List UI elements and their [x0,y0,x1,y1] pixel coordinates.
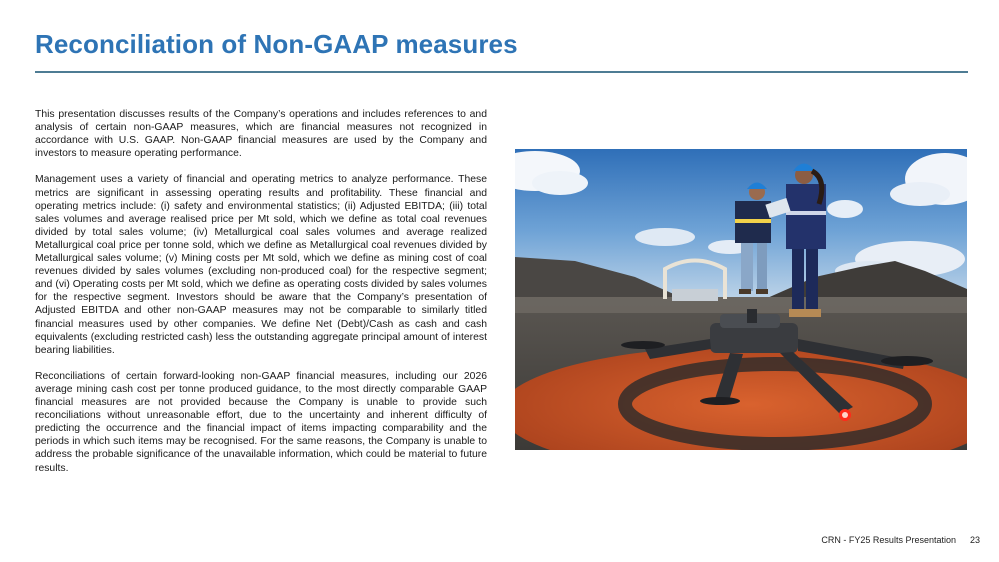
paragraph-intro: This presentation discusses results of the Company’s operations and includes references to and analysis of certain non-GAAP measures, which are financial measures not recognized in accordance with U.S. GAAP. Non-GAAP financial measures are used by the Company and investors to measure operating performance. [35,109,487,160]
paragraph-reconciliations: Reconciliations of certain forward-looking non-GAAP financial measures, including our 2026 average mining cash cost per tonne produced guidance, to the most directly comparable GAAP financial measures are not provided because the Company is unable to provide such reconciliations without unreasonable effort, due to the uncertainty and inherent difficulty of predicting the occurrence and the financial impact of items impacting comparability and the periods in which such items may be recognised. For the same reasons, the Company is unable to address the probable significance of the unavailable information, which could be material to future results. [35,370,487,474]
mine-site-photo [515,149,967,450]
footer-label: CRN - FY25 Results Presentation [821,535,956,545]
page-title: Reconciliation of Non-GAAP measures [35,29,518,59]
footer [821,535,980,545]
paragraph-metrics: Management uses a variety of financial and operating metrics to analyze performance. These metrics are significant in assessing operating results and profitability. These financial and operating metrics include: (i) safety and environmental statistics; (ii) Adjusted EBITDA; (iii) total sales volumes and average realised price per Mt sold, which we define as total coal revenues divided by total sales volume; (iv) Metallurgical coal sales volumes and average realized Metallurgical coal price per tonne sold, which we define as Metallurgical coal revenues divided by Metallurgical sales volume; (v) Mining costs per Mt sold, which we define as mining cost of coal revenues divided by sales volumes (excluding non-produced coal) for the respective segment; and (vi) Operating costs per Mt sold, which we define as operating costs divided by sales volumes for the respective segment. Investors should be aware that the Company’s presentation of Adjusted EBITDA and other non-GAAP measures may not be comparable to similarly titled financial measures used by other companies. We define Net (Debt)/Cash as cash and cash equivalents (excluding restricted cash) less the outstanding aggregate principal amount of interest bearing liabilities. [35,174,487,356]
page-number: 23 [969,535,980,545]
body-text [35,108,487,488]
title-divider [35,71,968,73]
